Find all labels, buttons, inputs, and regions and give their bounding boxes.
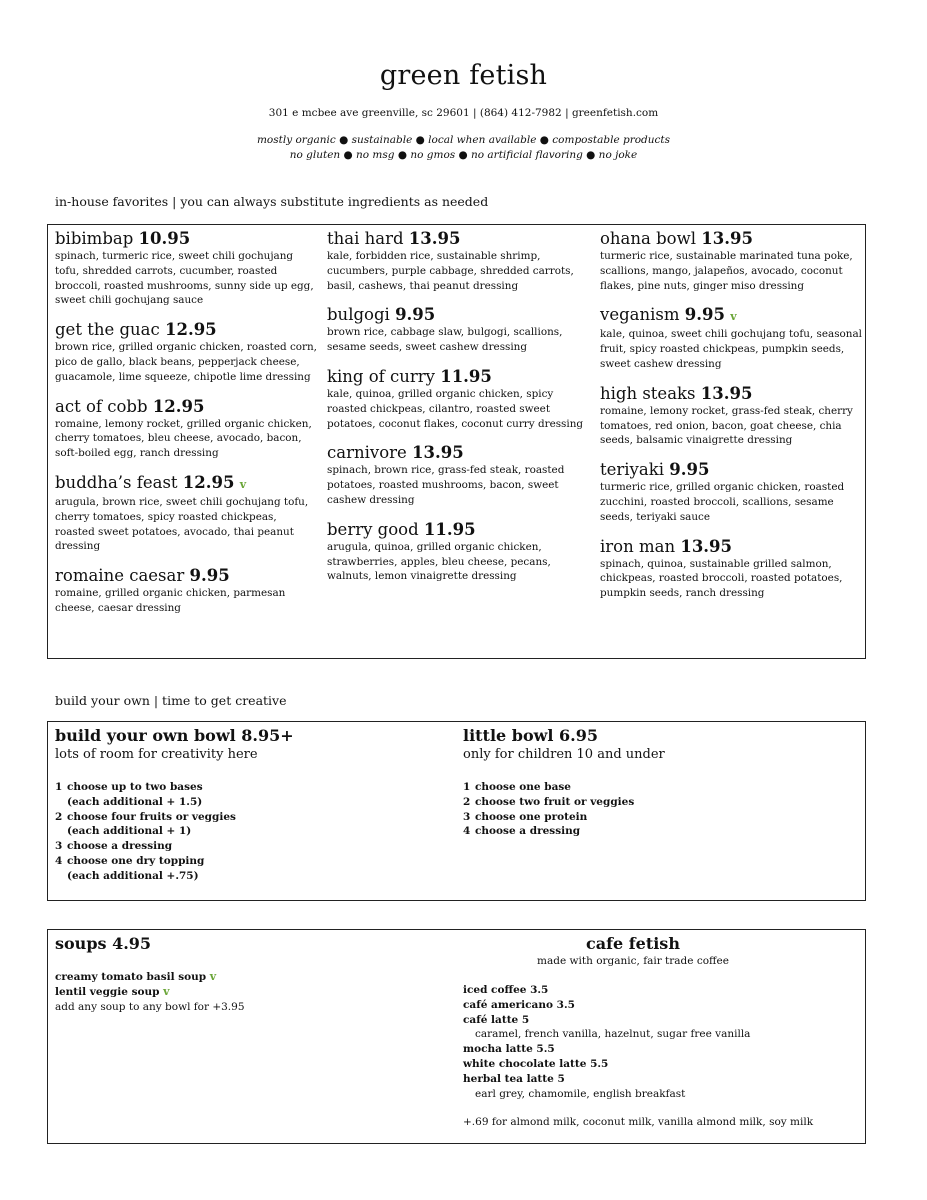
soup-item: [55, 985, 435, 1000]
menu-item-price: 9.95: [684, 305, 725, 325]
little-bowl-steps: [463, 780, 843, 839]
menu-item-description: kale, quinoa, sweet chili gochujang tofu, seasonal fruit, spicy roasted chickpeas, pumpkin seeds, sweet cashew dressing: [600, 328, 862, 370]
menu-item-description: turmeric rice, sustainable marinated tuna poke, scallions, mango, jalapeños, avocado, coconut flakes, pine nuts, ginger miso dressing: [600, 250, 853, 292]
step-text: choose up to two bases: [67, 781, 203, 793]
cafe-section: [463, 934, 863, 1130]
step-row: [463, 810, 843, 825]
menu-item-price: 13.95: [412, 443, 464, 463]
menu-item: [600, 229, 862, 293]
drink-item: café americano 3.5: [463, 998, 575, 1011]
step-text: choose a dressing: [67, 840, 173, 853]
menu-item-heading: [55, 566, 317, 586]
menu-item-description: brown rice, grilled organic chicken, roasted corn, pico de gallo, black beans, pepperjack cheese, guacamole, lime squeeze, chipotle lime dressing: [55, 341, 317, 383]
menu-item-heading: [327, 229, 589, 249]
menu-item-price: 9.95: [669, 460, 710, 480]
menu-item-price: 10.95: [138, 229, 191, 248]
soups-cafe-box: [47, 929, 866, 1144]
step-number: 2: [55, 810, 63, 823]
menu-item-name: bibimbap: [55, 229, 134, 248]
restaurant-address: 301 e mcbee ave greenville, sc 29601 | (864) 412-7982 | greenfetish.com: [268, 107, 659, 119]
menu-item-description: romaine, grilled organic chicken, parmesan cheese, caesar dressing: [55, 587, 286, 614]
build-your-own-box: [47, 721, 866, 901]
step-text: choose one base: [475, 781, 571, 793]
step-row: [55, 810, 435, 825]
menu-item-price: 11.95: [440, 366, 492, 386]
step-number: 4: [55, 854, 63, 867]
step-number: 2: [463, 795, 471, 808]
menu-item-description: kale, quinoa, grilled organic chicken, spicy roasted chickpeas, cilantro, roasted sweet potatoes, coconut flakes, coconut curry dressing: [327, 387, 584, 430]
menu-item: [55, 566, 317, 616]
vegan-marker: v: [163, 984, 170, 998]
menu-item-heading: [600, 305, 862, 327]
menu-item-name: high steaks: [600, 383, 696, 403]
step-number: 4: [463, 825, 471, 838]
menu-item-name: king of curry: [327, 366, 435, 386]
menu-item-description: kale, forbidden rice, sustainable shrimp, cucumbers, purple cabbage, shredded carrots, basil, cashews, thai peanut dressing: [327, 250, 574, 292]
menu-item: [600, 384, 862, 448]
menu-item: [600, 537, 862, 601]
menu-item: [55, 320, 317, 384]
menu-item-price: 9.95: [395, 305, 436, 325]
step-row: [55, 839, 435, 854]
drink-options: earl grey, chamomile, english breakfast: [475, 1087, 686, 1100]
menu-item-heading: [55, 320, 317, 340]
vegan-marker: v: [209, 970, 217, 983]
step-number: 3: [55, 840, 63, 853]
menu-item: [55, 397, 317, 461]
menu-item-description: arugula, brown rice, sweet chili gochujang tofu, cherry tomatoes, spicy roasted chickpeas, roasted sweet potatoes, avocado, thai peanut dressing: [55, 495, 309, 553]
menu-item-name: romaine caesar: [55, 566, 185, 586]
favorites-column-2: [327, 229, 589, 596]
step-number: 3: [463, 810, 471, 823]
menu-item-heading: [55, 229, 317, 249]
step-text: choose four fruits or veggies: [67, 810, 236, 823]
little-bowl-subtitle: only for children 10 and under: [463, 747, 665, 762]
build-heading: build your own | time to get creative: [55, 693, 287, 708]
step-number: 1: [463, 781, 471, 793]
soup-name: lentil veggie soup: [55, 985, 160, 998]
step-text: choose one dry topping: [67, 854, 205, 867]
menu-item-heading: [600, 537, 862, 557]
step-row: [55, 854, 435, 869]
step-row: [463, 780, 843, 795]
menu-item: [327, 367, 589, 431]
little-bowl-title: little bowl 6.95: [463, 726, 599, 745]
byo-bowl-steps: [55, 780, 435, 884]
menu-item-description: spinach, turmeric rice, sweet chili gochujang tofu, shredded carrots, cucumber, roasted broccoli, roasted mushrooms, sunny side up egg, sweet chili gochujang sauce: [55, 250, 314, 307]
step-text: choose a dressing: [475, 825, 581, 838]
menu-item-heading: [327, 367, 589, 387]
drink-item: herbal tea latte 5: [463, 1072, 565, 1085]
menu-item: [327, 520, 589, 584]
step-note: (each additional + 1): [67, 825, 192, 838]
menu-item: [55, 229, 317, 308]
step-row: [55, 780, 435, 795]
menu-item-heading: [55, 473, 317, 495]
menu-item-price: 12.95: [165, 320, 217, 340]
byo-bowl-subtitle: lots of room for creativity here: [55, 747, 258, 762]
soup-list: [55, 970, 435, 1000]
step-text: choose one protein: [475, 810, 588, 823]
drink-item: mocha latte 5.5: [463, 1043, 555, 1056]
menu-item: [600, 305, 862, 371]
tagline-line-1: mostly organic ● sustainable ● local when available ● compostable products: [256, 134, 671, 146]
step-note: (each additional +.75): [67, 869, 199, 882]
menu-item-price: 12.95: [182, 472, 235, 492]
vegan-marker: v: [730, 310, 737, 324]
menu-item-price: 13.95: [700, 383, 753, 403]
menu-item-heading: [327, 443, 589, 463]
menu-item: [327, 229, 589, 293]
menu-item-name: veganism: [600, 305, 680, 325]
menu-item-description: romaine, lemony rocket, grilled organic chicken, cherry tomatoes, bleu cheese, avocado, bacon, soft-boiled egg, ranch dressing: [55, 417, 312, 460]
favorites-column-1: [55, 229, 317, 628]
menu-item-price: 13.95: [701, 229, 753, 248]
menu-item-name: get the guac: [55, 320, 160, 340]
menu-item-description: romaine, lemony rocket, grass-fed steak, cherry tomatoes, red onion, bacon, goat cheese, chia seeds, balsamic vinaigrette dressing: [600, 404, 853, 447]
step-number: 1: [55, 781, 63, 793]
tagline: [0, 133, 927, 163]
menu-item-price: 12.95: [152, 396, 205, 416]
tagline-line-2: no gluten ● no msg ● no gmos ● no artificial flavoring ● no joke: [289, 149, 638, 161]
menu-item-price: 11.95: [423, 519, 476, 539]
menu-item-name: iron man: [600, 536, 676, 556]
vegan-marker: v: [239, 477, 247, 491]
little-bowl: [463, 726, 843, 839]
step-note: (each additional + 1.5): [67, 795, 203, 808]
menu-item-heading: [600, 229, 862, 249]
step-text: choose two fruit or veggies: [475, 795, 635, 808]
build-your-own-bowl: [55, 726, 435, 884]
menu-item: [327, 305, 589, 355]
menu-item-description: arugula, quinoa, grilled organic chicken, strawberries, apples, bleu cheese, pecans, walnuts, lemon vinaigrette dressing: [327, 540, 551, 583]
menu-item-name: thai hard: [327, 229, 404, 248]
drink-options: caramel, french vanilla, hazelnut, sugar free vanilla: [475, 1028, 751, 1041]
favorites-column-3: [600, 229, 862, 613]
menu-item-heading: [600, 384, 862, 404]
menu-item-price: 13.95: [680, 536, 733, 556]
menu-item-name: berry good: [327, 519, 419, 539]
restaurant-title: green fetish: [379, 60, 548, 91]
byo-bowl-title: build your own bowl 8.95+: [55, 726, 294, 745]
cafe-title: cafe fetish: [586, 934, 680, 953]
drink-item: café latte 5: [463, 1013, 530, 1026]
menu-item-name: carnivore: [327, 443, 407, 463]
menu-item-price: 9.95: [189, 566, 230, 586]
menu-item-price: 13.95: [408, 229, 461, 248]
drink-item: white chocolate latte 5.5: [463, 1057, 609, 1070]
cafe-subtitle: made with organic, fair trade coffee: [537, 955, 729, 967]
menu-item-name: bulgogi: [327, 305, 390, 325]
menu-item-heading: [327, 305, 589, 325]
menu-item: [600, 460, 862, 524]
cafe-milk-note: +.69 for almond milk, coconut milk, vanilla almond milk, soy milk: [463, 1116, 814, 1129]
drink-list: [463, 983, 863, 1101]
step-row: [463, 795, 843, 810]
step-row: [463, 824, 843, 839]
menu-item-name: teriyaki: [600, 460, 664, 480]
menu-item-description: brown rice, cabbage slaw, bulgogi, scallions, sesame seeds, sweet cashew dressing: [327, 326, 563, 354]
soup-note: add any soup to any bowl for +3.95: [55, 1000, 245, 1013]
menu-item-heading: [327, 520, 589, 540]
menu-item-description: spinach, quinoa, sustainable grilled salmon, chickpeas, roasted broccoli, roasted potatoes, pumpkin seeds, ranch dressing: [600, 557, 843, 600]
soups-title: soups 4.95: [55, 934, 152, 953]
drink-item: iced coffee 3.5: [463, 984, 549, 996]
menu-item-description: turmeric rice, grilled organic chicken, roasted zucchini, roasted broccoli, scallions, sesame seeds, teriyaki sauce: [600, 481, 845, 523]
favorites-box: [47, 224, 866, 659]
menu-item: [327, 443, 589, 507]
soup-name: creamy tomato basil soup: [55, 971, 207, 983]
menu-item-name: act of cobb: [55, 396, 148, 416]
soup-item: [55, 970, 435, 985]
menu-item-name: buddha’s feast: [55, 472, 178, 492]
favorites-heading: in-house favorites | you can always substitute ingredients as needed: [55, 194, 489, 209]
menu-item-name: ohana bowl: [600, 229, 697, 248]
menu-item-description: spinach, brown rice, grass-fed steak, roasted potatoes, roasted mushrooms, bacon, sweet cashew dressing: [327, 464, 565, 506]
menu-item-heading: [600, 460, 862, 480]
menu-item-heading: [55, 397, 317, 417]
menu-item: [55, 473, 317, 554]
soups-section: [55, 934, 435, 1014]
